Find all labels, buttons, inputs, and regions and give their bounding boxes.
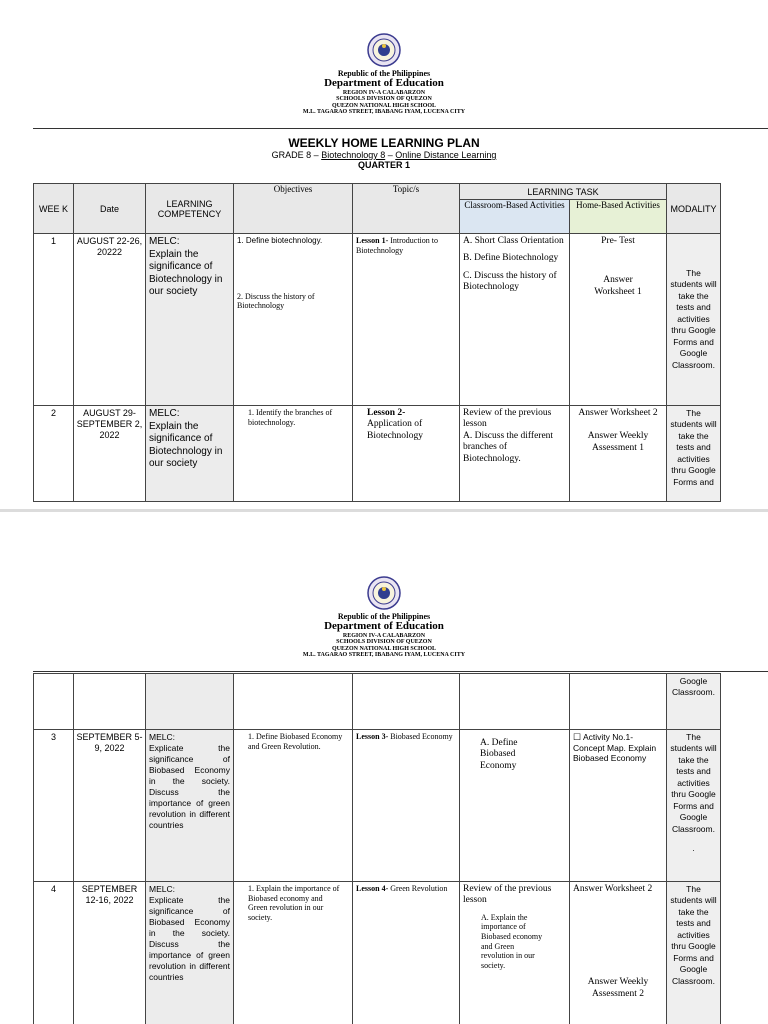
division-line: SCHOOLS DIVISION OF QUEZON (336, 96, 432, 103)
melc-label: MELC: (149, 236, 180, 247)
col-competency-header: LEARNING COMPETENCY (146, 184, 234, 234)
competency-text: Explicate the significance of Biobased Economy in the society. Discuss the importance of green revolution in different countries (149, 895, 230, 983)
document-title: WEEKLY HOME LEARNING PLAN (288, 136, 480, 150)
modality-cell (667, 730, 721, 882)
quarter-label: QUARTER 1 (357, 160, 410, 170)
division-line: SCHOOLS DIVISION OF QUEZON (336, 639, 432, 646)
objectives-cell (234, 674, 353, 730)
col-modality-header: MODALITY (667, 184, 721, 234)
lesson-label: Lesson 2- (367, 408, 406, 418)
competency-cell (146, 234, 234, 406)
lesson-label: Lesson 1 (356, 236, 386, 245)
home-activity-2: Answer Weekly Assessment 1 (587, 431, 649, 453)
header-rule (33, 671, 768, 672)
republic-line: Republic of the Philippines (337, 69, 431, 78)
col-objectives-header: Objectives (234, 184, 353, 234)
classroom-activity-2: B. Define Biotechnology (463, 253, 559, 264)
classroom-activities-cell (460, 882, 570, 1024)
home-activities-cell (570, 234, 667, 406)
lesson-label: Lesson 4 (356, 884, 386, 893)
home-activity-1: Pre- Test (601, 236, 635, 246)
home-activities-cell (570, 674, 667, 730)
objectives-cell: 1. Identify the branches of biotechnology. (234, 406, 353, 502)
date-cell: SEPTEMBER 12-16, 2022 (74, 882, 146, 1024)
learning-plan-table (33, 183, 721, 502)
objectives-cell (234, 234, 353, 406)
classroom-activity-1: Review of the previous lesson (463, 884, 552, 906)
melc-label: MELC: (149, 408, 180, 419)
classroom-activity-1: Review of the previous lesson (463, 408, 552, 430)
department-line: Department of Education (324, 77, 444, 90)
week-cell: 3 (34, 730, 74, 882)
week-cell (34, 674, 74, 730)
table-row (34, 730, 721, 882)
topics-cell (353, 730, 460, 882)
competency-cell (146, 730, 234, 882)
region-line: REGION IV-A CALABARZON (342, 89, 426, 96)
date-cell: AUGUST 29-SEPTEMBER 2, 2022 (74, 406, 146, 502)
grade-label: GRADE 8 – (271, 150, 319, 160)
competency-cell (146, 674, 234, 730)
address-line: M.L. TAGARAO STREET, IBABANG IYAM, LUCENA CITY (302, 651, 466, 658)
week-cell: 1 (34, 234, 74, 406)
school-line: QUEZON NATIONAL HIGH SCHOOL (331, 102, 437, 109)
melc-label: MELC: (149, 884, 175, 894)
classroom-activities-cell (460, 674, 570, 730)
competency-text: Explain the significance of Biotechnology in our society (149, 420, 223, 469)
topics-cell (353, 406, 460, 502)
competency-cell (146, 882, 234, 1024)
table-row (34, 674, 721, 730)
objective-2: 2. Discuss the history of Biotechnology (237, 291, 315, 311)
date-cell: AUGUST 22-26, 20222 (74, 234, 146, 406)
mode-label: Online Distance Learning (395, 150, 497, 160)
classroom-activities-cell: A. Define Biobased Economy (460, 730, 570, 882)
home-activity-1: Answer Worksheet 2 (573, 884, 653, 894)
lesson-title: - Introduction to Biotechnology (356, 236, 438, 255)
table-row (34, 882, 721, 1024)
header-rule (33, 128, 768, 129)
home-activities-cell (570, 730, 667, 882)
region-line: REGION IV-A CALABARZON (342, 632, 426, 639)
classroom-activity-3: C. Discuss the history of Biotechnology (463, 270, 557, 293)
modality-dot: . (692, 843, 695, 854)
competency-cell (146, 406, 234, 502)
classroom-activities-cell (460, 406, 570, 502)
objectives-cell: 1. Define Biobased Economy and Green Revolution. (234, 730, 353, 882)
col-learning-task-header: LEARNING TASK (460, 184, 667, 200)
dash-label: – (387, 150, 393, 160)
document-page-2 (0, 512, 768, 1024)
lesson-title: - Green Revolution (385, 884, 448, 893)
week-cell: 4 (34, 882, 74, 1024)
table-row (34, 234, 721, 406)
topics-cell (353, 674, 460, 730)
col-date-header: Date (74, 184, 146, 234)
department-line: Department of Education (324, 620, 444, 633)
document-title-block (0, 136, 768, 170)
home-activities-cell (570, 406, 667, 502)
classroom-activity-1: A. Short Class Orientation (463, 236, 564, 246)
col-home-header: Home-Based Activities (570, 200, 667, 234)
classroom-activity-2: A. Explain the importance of Biobased economy and Green revolution in our society. (481, 912, 543, 970)
competency-text: Explain the significance of Biotechnology in our society (149, 248, 223, 297)
classroom-activity-2: A. Discuss the different branches of Biotechnology. (463, 430, 554, 464)
home-activity-2: Answer Worksheet 1 (594, 275, 642, 297)
modality-cell: The students will take the tests and activities thru Google Forms and (667, 406, 721, 502)
modality-cell: Google Classroom. (667, 674, 721, 730)
deped-seal-icon (367, 576, 401, 610)
competency-text: Explicate the significance of Biobased Economy in the society. Discuss the importance of green revolution in different countries (149, 743, 230, 831)
modality-cell: The students will take the tests and activities thru Google Forms and Google Classroom. (667, 882, 721, 1024)
home-activity-2: Answer Weekly Assessment 2 (587, 977, 649, 999)
col-topics-header: Topic/s (353, 184, 460, 234)
address-line: M.L. TAGARAO STREET, IBABANG IYAM, LUCENA CITY (302, 108, 466, 115)
topics-cell (353, 882, 460, 1024)
grade-subject-line (0, 150, 768, 160)
republic-line: Republic of the Philippines (337, 612, 431, 621)
deped-seal-icon (367, 33, 401, 67)
lesson-title: Application of Biotechnology (367, 419, 423, 441)
table-row (34, 406, 721, 502)
date-cell: SEPTEMBER 5-9, 2022 (74, 730, 146, 882)
lesson-label: Lesson 3 (356, 732, 386, 741)
subject-label: Biotechnology 8 (321, 150, 386, 160)
learning-plan-table-continued (33, 673, 721, 1024)
modality-cell: The students will take the tests and activities thru Google Forms and Google Classroom. (667, 234, 721, 406)
classroom-activities-cell (460, 234, 570, 406)
objectives-cell: 1. Explain the importance of Biobased economy and Green revolution in our society. (234, 882, 353, 1024)
col-classroom-header: Classroom-Based Activities (460, 200, 570, 234)
school-line: QUEZON NATIONAL HIGH SCHOOL (331, 645, 437, 652)
letterhead (0, 613, 768, 658)
home-activity-1: Answer Worksheet 2 (578, 408, 658, 418)
lesson-title: - Biobased Economy (385, 732, 453, 741)
date-cell (74, 674, 146, 730)
home-activities-cell (570, 882, 667, 1024)
col-week-header: WEE K (34, 184, 74, 234)
checkbox-icon: ☐ (573, 732, 582, 742)
home-activity-1: Activity No.1- Concept Map. Explain Biobased Economy (573, 732, 657, 763)
topics-cell (353, 234, 460, 406)
modality-text: The students will take the tests and activities thru Google Forms and Google Classroom. (670, 732, 717, 834)
letterhead (0, 70, 768, 115)
week-cell: 2 (34, 406, 74, 502)
objective-1: 1. Define biotechnology. (237, 236, 323, 245)
melc-label: MELC: (149, 732, 175, 742)
